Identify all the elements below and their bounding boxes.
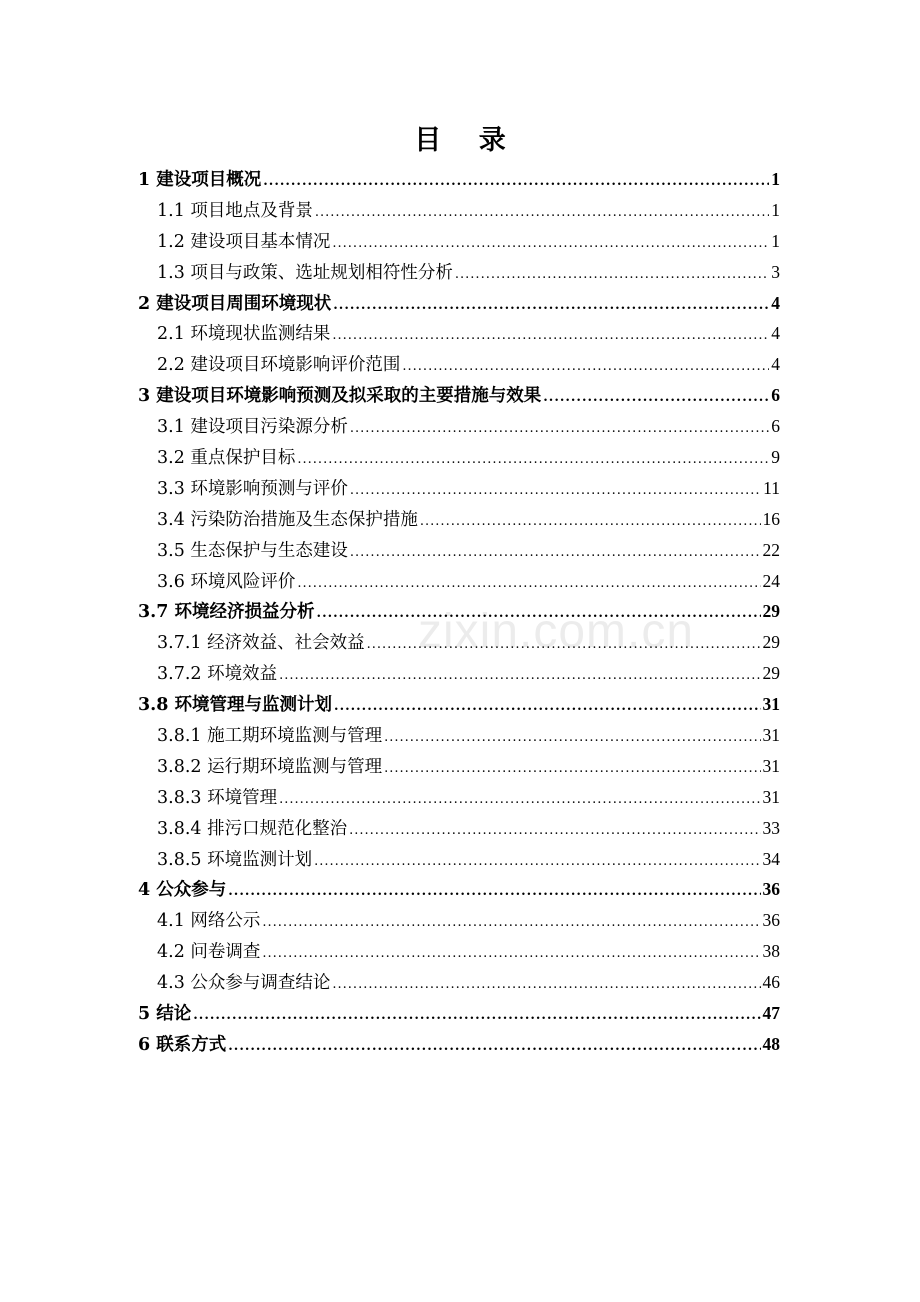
- toc-entry[interactable]: [138, 226, 780, 257]
- toc-entry-label: 2.1 环境现状监测结果: [157, 324, 331, 345]
- toc-dot-leader: [350, 538, 761, 569]
- toc-entry-label: 4.1 网络公示: [157, 911, 261, 932]
- toc-entry-page-number: 29: [762, 663, 780, 684]
- toc-entry-page-number: 22: [762, 539, 780, 560]
- toc-entry[interactable]: [138, 257, 780, 288]
- toc-dot-leader: [333, 291, 769, 322]
- toc-dot-leader: [332, 970, 760, 1001]
- toc-entry-label: 5 结论: [138, 1004, 192, 1025]
- watermark: zixin.com.cn: [418, 605, 695, 658]
- toc-entry[interactable]: [138, 998, 780, 1029]
- toc-entry-label: 3.8.2 运行期环境监测与管理: [157, 756, 383, 777]
- toc-dot-leader: [332, 229, 769, 260]
- toc-entry[interactable]: [138, 720, 780, 751]
- toc-entry-label: 3.8.1 施工期环境监测与管理: [157, 726, 383, 747]
- toc-entry[interactable]: [138, 288, 780, 319]
- toc-entry-label: 1.1 项目地点及背景: [157, 200, 313, 221]
- toc-entry-label: 4.3 公众参与调查结论: [157, 973, 331, 994]
- toc-dot-leader: [350, 476, 761, 507]
- toc-entry[interactable]: [138, 936, 780, 967]
- toc-entry[interactable]: [138, 535, 780, 566]
- toc-entry-page-number: 34: [762, 848, 780, 869]
- toc-entry-label: 4.2 问卷调查: [157, 942, 261, 963]
- page-title: 目 录: [414, 125, 520, 156]
- toc-entry-page-number: 29: [762, 632, 780, 653]
- toc-dot-leader: [384, 723, 760, 754]
- toc-entry[interactable]: [138, 596, 780, 627]
- toc-dot-leader: [314, 847, 760, 878]
- toc-dot-leader: [262, 939, 760, 970]
- toc-entry-label: 3.5 生态保护与生态建设: [157, 540, 348, 561]
- toc-entry-page-number: 4: [771, 354, 780, 375]
- toc-dot-leader: [334, 692, 760, 723]
- toc-entry-label: 3.7.2 环境效益: [157, 664, 278, 685]
- toc-dot-leader: [367, 630, 761, 661]
- toc-entry-page-number: 29: [762, 601, 780, 622]
- toc-entry-page-number: 6: [771, 385, 780, 406]
- toc-entry[interactable]: [138, 349, 780, 380]
- toc-dot-leader: [349, 816, 760, 847]
- toc-dot-leader: [228, 1032, 760, 1063]
- toc-entry[interactable]: [138, 967, 780, 998]
- toc-entry-page-number: 47: [762, 1003, 780, 1024]
- toc-entry-page-number: 36: [762, 910, 780, 931]
- toc-entry[interactable]: [138, 318, 780, 349]
- toc-entry[interactable]: [138, 442, 780, 473]
- toc-entry[interactable]: [138, 627, 780, 658]
- toc-entry-page-number: 9: [771, 447, 780, 468]
- toc-entry-page-number: 46: [762, 972, 780, 993]
- toc-entry-page-number: 31: [762, 725, 780, 746]
- toc-dot-leader: [402, 352, 769, 383]
- toc-entry-page-number: 33: [762, 817, 780, 838]
- toc-entry-label: 2.2 建设项目环境影响评价范围: [157, 355, 401, 376]
- toc-entry-label: 6 联系方式: [138, 1034, 227, 1055]
- toc-entry[interactable]: [138, 844, 780, 875]
- toc-entry-label: 3.8.4 排污口规范化整治: [157, 818, 348, 839]
- toc-entry-label: 3.8.5 环境监测计划: [157, 849, 313, 870]
- toc-entry-label: 3.6 环境风险评价: [157, 571, 296, 592]
- toc-dot-leader: [279, 661, 760, 692]
- toc-entry-page-number: 6: [771, 416, 780, 437]
- toc-entry[interactable]: [138, 689, 780, 720]
- toc-entry-page-number: 16: [762, 508, 780, 529]
- toc-entry-label: 3.1 建设项目污染源分析: [157, 417, 348, 438]
- toc-entry[interactable]: [138, 504, 780, 535]
- toc-entry[interactable]: [138, 813, 780, 844]
- toc-entry-label: 4 公众参与: [138, 880, 227, 901]
- toc-dot-leader: [420, 507, 761, 538]
- toc-dot-leader: [350, 414, 769, 445]
- toc-dot-leader: [384, 754, 760, 785]
- toc-entry-page-number: 1: [771, 199, 780, 220]
- toc-entry-page-number: 48: [762, 1033, 780, 1054]
- toc-entry-label: 1.2 建设项目基本情况: [157, 231, 331, 252]
- toc-entry[interactable]: [138, 195, 780, 226]
- toc-entry-page-number: 4: [771, 323, 780, 344]
- toc-entry-label: 3.7 环境经济损益分析: [138, 602, 315, 623]
- toc-entry-page-number: 3: [771, 261, 780, 282]
- toc-entry-page-number: 38: [762, 941, 780, 962]
- toc-entry-label: 1.3 项目与政策、选址规划相符性分析: [157, 262, 453, 283]
- toc-entry-page-number: 31: [762, 755, 780, 776]
- toc-entry-label: 3.3 环境影响预测与评价: [157, 478, 348, 499]
- toc-dot-leader: [193, 1001, 760, 1032]
- toc-entry-label: 2 建设项目周围环境现状: [138, 293, 332, 314]
- toc-entry-page-number: 36: [762, 879, 780, 900]
- toc-dot-leader: [297, 569, 760, 600]
- toc-entry[interactable]: [138, 905, 780, 936]
- toc-entry[interactable]: [138, 566, 780, 597]
- toc-entry-label: 1 建设项目概况: [138, 170, 262, 190]
- toc-entry-label: 3 建设项目环境影响预测及拟采取的主要措施与效果: [138, 386, 542, 407]
- toc-entry-label: 3.7.1 经济效益、社会效益: [157, 633, 365, 654]
- toc-entry[interactable]: [138, 380, 780, 411]
- toc-entry[interactable]: [138, 782, 780, 813]
- toc-entry-page-number: 31: [762, 786, 780, 807]
- table-of-contents: [138, 164, 780, 1060]
- toc-entry-page-number: 31: [762, 694, 780, 715]
- toc-dot-leader: [279, 785, 760, 816]
- toc-entry-label: 3.8.3 环境管理: [157, 787, 278, 808]
- toc-entry-page-number: 24: [762, 570, 780, 591]
- toc-entry-label: 3.4 污染防治措施及生态保护措施: [157, 509, 418, 530]
- toc-dot-leader: [263, 167, 769, 198]
- toc-entry[interactable]: [138, 751, 780, 782]
- toc-entry-page-number: 4: [771, 292, 780, 313]
- toc-dot-leader: [297, 445, 769, 476]
- toc-entry-label: 3.8 环境管理与监测计划: [138, 695, 333, 716]
- toc-dot-leader: [228, 877, 760, 908]
- toc-entry-page-number: 11: [763, 477, 780, 498]
- toc-entry[interactable]: [138, 874, 780, 905]
- toc-entry-page-number: 1: [771, 230, 780, 251]
- toc-dot-leader: [262, 908, 760, 939]
- toc-entry[interactable]: [138, 658, 780, 689]
- toc-entry[interactable]: [138, 473, 780, 504]
- toc-dot-leader: [315, 198, 769, 229]
- toc-dot-leader: [332, 321, 769, 352]
- toc-dot-leader: [317, 599, 761, 630]
- toc-entry[interactable]: [138, 164, 780, 195]
- toc-dot-leader: [455, 260, 769, 291]
- toc-entry[interactable]: [138, 1029, 780, 1060]
- toc-entry-label: 3.2 重点保护目标: [157, 448, 296, 469]
- toc-entry[interactable]: [138, 411, 780, 442]
- toc-dot-leader: [543, 383, 769, 414]
- toc-entry-page-number: 1: [771, 169, 780, 189]
